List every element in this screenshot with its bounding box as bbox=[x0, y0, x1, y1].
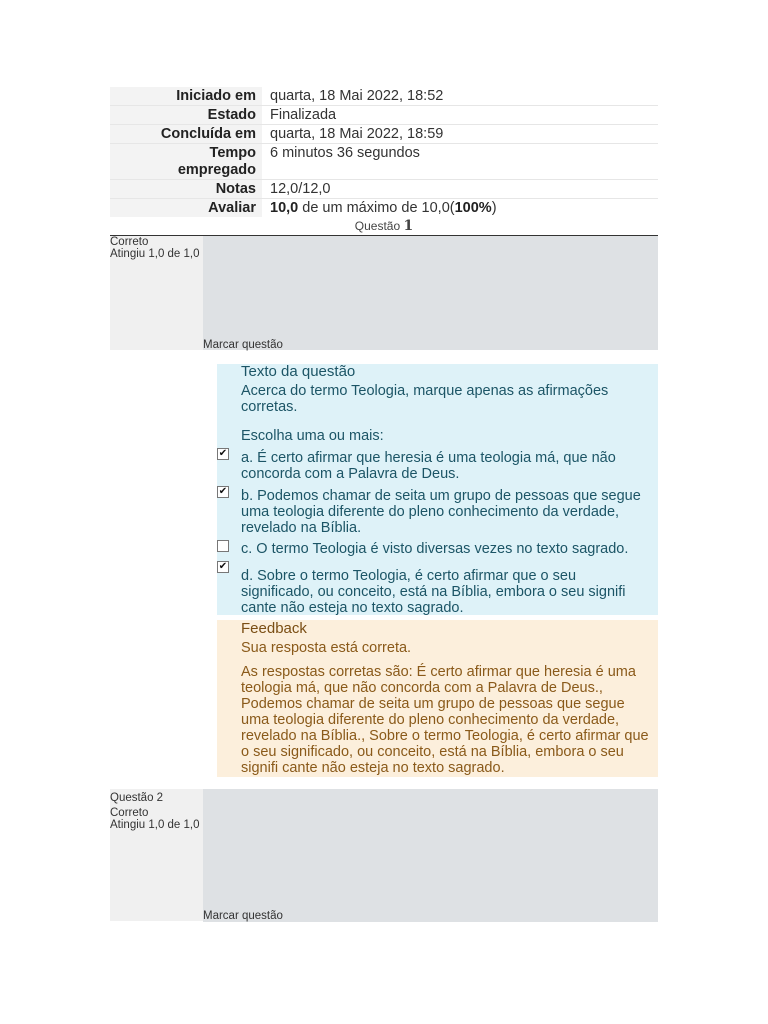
attempt-summary-table bbox=[110, 87, 658, 217]
question-prompt: Acerca do termo Teologia, marque apenas as afirmações corretas. bbox=[241, 383, 609, 415]
checkmark-icon: ✔ bbox=[218, 448, 228, 459]
summary-row-grades bbox=[110, 180, 658, 199]
question-1-heading bbox=[110, 218, 658, 234]
option-b-label[interactable]: b. Podemos chamar de seita um grupo de pessoas que segue uma teologia diferente do pleno conhecimento da verdade, revelado na Bíblia. bbox=[241, 488, 641, 536]
question-text-title: Texto da questão bbox=[241, 363, 356, 380]
feedback-title: Feedback bbox=[241, 620, 307, 637]
flag-question-1-link[interactable]: Marcar questão bbox=[203, 339, 283, 351]
summary-label: Notas bbox=[110, 180, 262, 198]
checkmark-icon: ✔ bbox=[218, 486, 228, 497]
question-1-info bbox=[110, 236, 203, 350]
summary-label: Avaliar bbox=[110, 199, 262, 217]
summary-value bbox=[262, 199, 658, 217]
option-d-checkbox[interactable] bbox=[217, 561, 229, 573]
question-1-text-box bbox=[217, 364, 658, 615]
feedback-correct-answers: As respostas corretas são: É certo afirmar que heresia é uma teologia má, que não concorda com a Palavra de Deus., Podemos chamar de seita um grupo de pessoas que segue uma teologia diferente do pleno conhecimento da verdade, revelado na Bíblia., Sobre o termo Teologia, é certo afirmar que o seu significado, ou conceito, está na Bíblia, embora o seu signifi cante não esteja no texto sagrado. bbox=[241, 664, 649, 776]
summary-label bbox=[110, 144, 262, 179]
grade-middle: de um máximo de 10,0( bbox=[298, 200, 455, 216]
summary-label: Estado bbox=[110, 106, 262, 124]
grade-value: 10,0 bbox=[270, 200, 299, 216]
summary-row-grade bbox=[110, 199, 658, 217]
question-2-heading bbox=[110, 789, 203, 807]
summary-value: quarta, 18 Mai 2022, 18:52 bbox=[262, 87, 658, 105]
summary-label-line: Tempo bbox=[209, 145, 256, 161]
option-c-checkbox[interactable] bbox=[217, 540, 229, 552]
flag-question-2-link[interactable]: Marcar questão bbox=[203, 910, 283, 922]
summary-row-completed bbox=[110, 125, 658, 144]
question-word: Questão bbox=[354, 219, 404, 233]
question-status: Correto bbox=[110, 807, 149, 819]
question-number: 1 bbox=[403, 218, 414, 234]
question-2-info bbox=[110, 789, 203, 921]
option-a-checkbox[interactable] bbox=[217, 448, 229, 460]
question-number: 2 bbox=[156, 792, 164, 804]
summary-label: Concluída em bbox=[110, 125, 262, 143]
question-score: Atingiu 1,0 de 1,0 bbox=[110, 248, 200, 260]
question-status: Correto bbox=[110, 236, 149, 248]
option-b-checkbox[interactable] bbox=[217, 486, 229, 498]
summary-label-line: empregado bbox=[177, 162, 256, 178]
question-1-content-area bbox=[203, 236, 658, 350]
question-word: Questão bbox=[110, 792, 157, 804]
grade-percent: 100% bbox=[454, 200, 492, 216]
question-1-feedback-box bbox=[217, 620, 658, 777]
feedback-result: Sua resposta está correta. bbox=[241, 640, 412, 656]
summary-value: 12,0/12,0 bbox=[262, 180, 658, 198]
summary-row-started bbox=[110, 87, 658, 106]
summary-value: quarta, 18 Mai 2022, 18:59 bbox=[262, 125, 658, 143]
option-a-label[interactable]: a. É certo afirmar que heresia é uma teologia má, que não concorda com a Palavra de Deus. bbox=[241, 450, 616, 482]
grade-close: ) bbox=[491, 200, 497, 216]
question-instruction: Escolha uma ou mais: bbox=[241, 428, 384, 444]
summary-label: Iniciado em bbox=[110, 87, 262, 105]
summary-row-state bbox=[110, 106, 658, 125]
summary-value: Finalizada bbox=[262, 106, 658, 124]
option-c-label[interactable]: c. O termo Teologia é visto diversas vezes no texto sagrado. bbox=[241, 541, 629, 557]
checkmark-icon: ✔ bbox=[218, 561, 228, 572]
question-2-content-area bbox=[203, 789, 658, 922]
option-d-label[interactable]: d. Sobre o termo Teologia, é certo afirmar que o seu significado, ou conceito, está na Bíblia, embora o seu signifi cante não esteja no texto sagrado. bbox=[241, 568, 626, 616]
question-score: Atingiu 1,0 de 1,0 bbox=[110, 819, 200, 831]
summary-row-time bbox=[110, 144, 658, 180]
summary-value: 6 minutos 36 segundos bbox=[262, 144, 658, 179]
